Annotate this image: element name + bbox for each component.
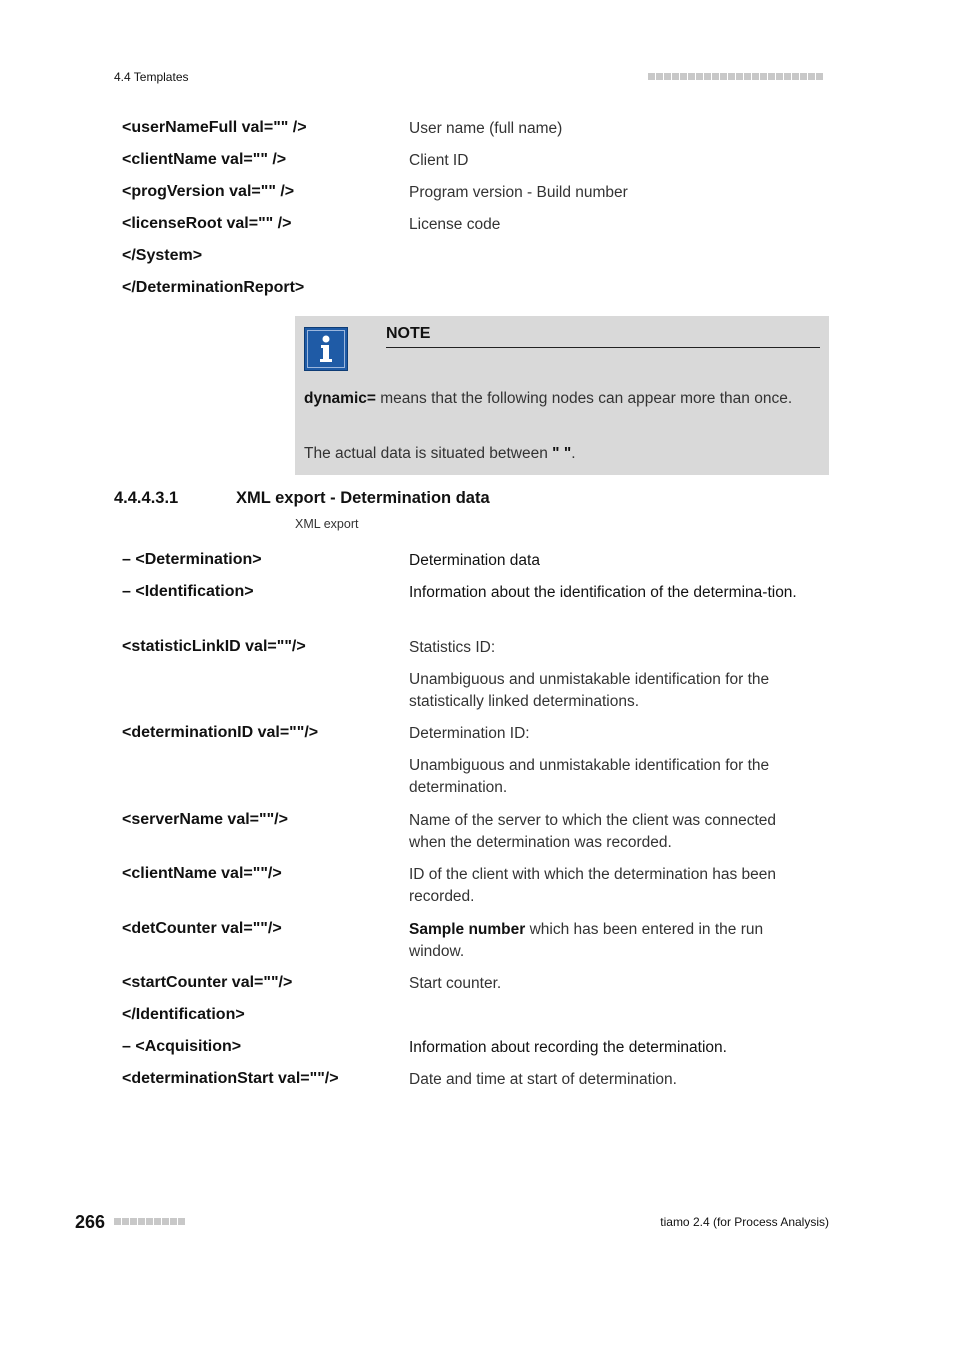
note-keyword: dynamic=	[304, 390, 376, 407]
xml-tag: <serverName val=""/>	[122, 811, 288, 828]
note-box	[295, 316, 829, 475]
tag-description: Start counter.	[409, 975, 502, 992]
xml-tag: <clientName val="" />	[122, 151, 287, 168]
tag-description	[409, 919, 809, 963]
xml-tag: <progVersion val="" />	[122, 183, 295, 200]
xml-tag: <statisticLinkID val=""/>	[122, 638, 306, 655]
tag-description: ID of the client with which the determination has been recorded.	[409, 866, 777, 905]
section-subtitle: XML export	[295, 517, 359, 531]
tag-description: Statistics ID:	[409, 639, 496, 656]
xml-tag: <startCounter val=""/>	[122, 974, 293, 991]
xml-tag: </DeterminationReport>	[122, 279, 305, 296]
tag-description: Unambiguous and unmistakable identification for the determination.	[409, 757, 770, 796]
note-divider	[386, 347, 820, 348]
xml-tag: </Identification>	[122, 1006, 245, 1023]
footer-decoration	[114, 1218, 185, 1225]
sample-number-label: Sample number	[409, 921, 526, 938]
xml-tag: – <Acquisition>	[122, 1038, 242, 1055]
xml-tag: <detCounter val=""/>	[122, 920, 282, 937]
note-text: .	[571, 445, 576, 462]
section-number: 4.4.4.3.1	[114, 489, 179, 507]
tag-description: Information about recording the determination.	[409, 1039, 727, 1056]
description-text: which has been entered in the run window.	[409, 921, 764, 960]
running-header: 4.4 Templates	[114, 70, 189, 84]
xml-tag: <licenseRoot val="" />	[122, 215, 292, 232]
section-title: XML export - Determination data	[236, 489, 490, 507]
tag-description: User name (full name)	[409, 120, 563, 137]
xml-tag: <clientName val=""/>	[122, 865, 282, 882]
page-number: 266	[75, 1212, 106, 1232]
xml-tag: <userNameFull val="" />	[122, 119, 307, 136]
tag-description: Unambiguous and unmistakable identification for the statistically linked determinations.	[409, 671, 770, 710]
tag-description: Determination data	[409, 552, 540, 569]
note-paragraph	[304, 442, 804, 465]
xml-tag: – <Determination>	[122, 551, 262, 568]
xml-tag: <determinationID val=""/>	[122, 724, 319, 741]
xml-tag: – <Identification>	[122, 583, 254, 600]
tag-description: Determination ID:	[409, 725, 530, 742]
note-text: means that the following nodes can appear more than once.	[375, 390, 793, 407]
xml-tag: </System>	[122, 247, 203, 264]
note-text: The actual data is situated between	[304, 445, 553, 462]
info-icon	[304, 327, 348, 371]
note-paragraph	[304, 387, 804, 410]
note-quotes: " "	[552, 445, 572, 462]
header-decoration	[648, 73, 823, 80]
tag-description: Program version - Build number	[409, 184, 628, 201]
xml-tag: <determinationStart val=""/>	[122, 1070, 339, 1087]
tag-description: License code	[409, 216, 501, 233]
tag-description: Client ID	[409, 152, 469, 169]
tag-description: Date and time at start of determination.	[409, 1071, 677, 1088]
footer-product: tiamo 2.4 (for Process Analysis)	[660, 1215, 829, 1229]
tag-description: Name of the server to which the client was connected when the determination was recorded.	[409, 812, 777, 851]
tag-description: Information about the identification of the determina-tion.	[409, 584, 797, 601]
note-title: NOTE	[386, 325, 431, 342]
